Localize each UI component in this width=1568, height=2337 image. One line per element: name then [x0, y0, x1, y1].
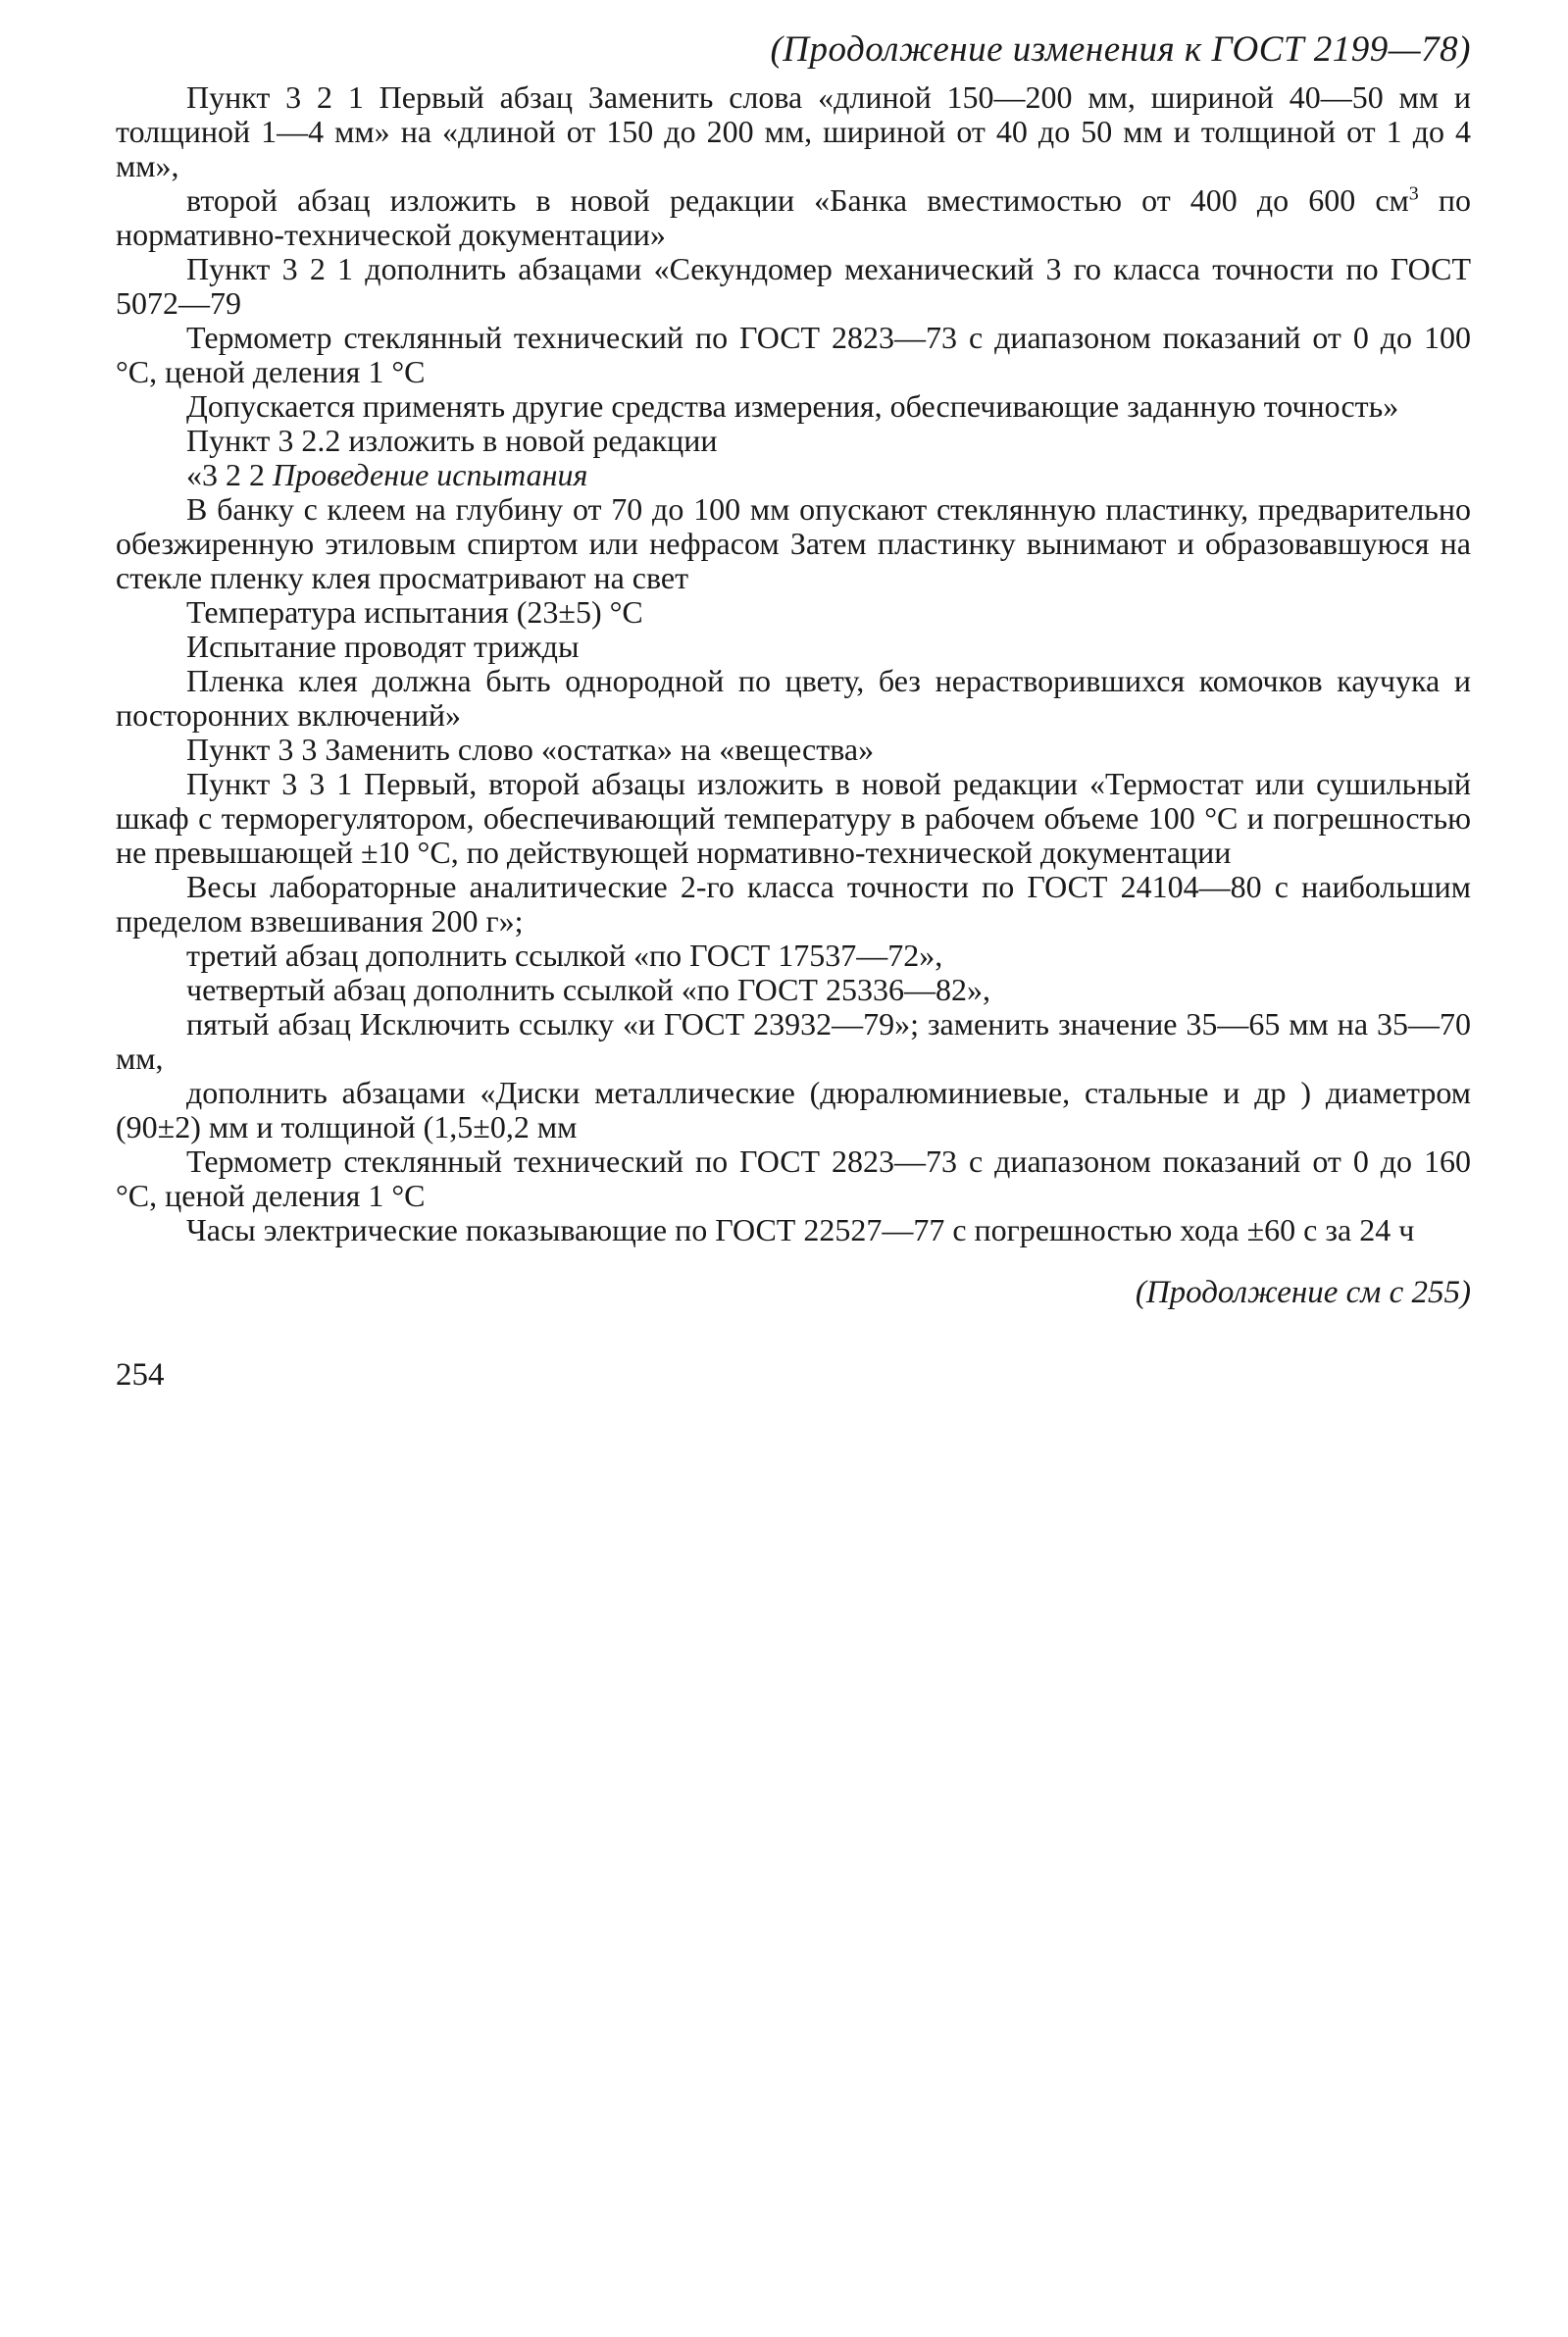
superscript: 3 — [1408, 182, 1419, 205]
paragraph: Пункт 3 2.2 изложить в новой редакции — [186, 423, 718, 458]
paragraph: Пункт 3 2 1 Первый абзац Заменить слова «длиной 150—200 мм, шириной 40—50 мм и толщиной 1—4 мм» на «длиной от 150 до 200 мм, шириной от 40 до 50 мм и толщиной от 1 до 4 мм», — [116, 79, 1471, 183]
document-body — [116, 80, 1471, 1247]
page-number: 254 — [116, 1357, 165, 1393]
paragraph: четвертый абзац дополнить ссылкой «по ГОСТ 25336—82», — [186, 972, 990, 1007]
section-number: «3 2 2 — [186, 457, 273, 492]
section-title: Проведение испытания — [273, 457, 588, 492]
document-page — [116, 27, 1471, 1395]
paragraph-text: по нормативно-технической документации» — [116, 182, 1472, 252]
paragraph: Термометр стеклянный технический по ГОСТ 2823—73 с диапазоном показаний от 0 до 100 °С, ценой деления 1 °С — [116, 320, 1471, 389]
paragraph: Пленка клея должна быть однородной по цвету, без нерастворившихся комочков каучука и посторонних включений» — [116, 663, 1471, 733]
paragraph: Пункт 3 2 1 дополнить абзацами «Секундомер механический 3 го класса точности по ГОСТ 5072—79 — [116, 251, 1471, 321]
paragraph: В банку с клеем на глубину от 70 до 100 мм опускают стеклянную пластинку, предварительно обезжиренную этиловым спиртом или нефрасом Затем пластинку вынимают и образовавшуюся на стекле пленку клея просматривают на свет — [116, 491, 1471, 595]
paragraph: третий абзац дополнить ссылкой «по ГОСТ 17537—72», — [186, 938, 943, 973]
paragraph: Пункт 3 3 Заменить слово «остатка» на «вещества» — [186, 732, 875, 767]
paragraph: Весы лабораторные аналитические 2-го класса точности по ГОСТ 24104—80 с наибольшим пределом взвешивания 200 г»; — [116, 869, 1471, 939]
paragraph: пятый абзац Исключить ссылку «и ГОСТ 23932—79»; заменить значение 35—65 мм на 35—70 мм, — [116, 1006, 1471, 1076]
paragraph: Испытание проводят трижды — [186, 629, 580, 664]
paragraph: дополнить абзацами «Диски металлические (дюралюминиевые, стальные и др ) диаметром (90±2) мм и толщиной (1,5±0,2 мм — [116, 1075, 1471, 1144]
paragraph: Температура испытания (23±5) °С — [186, 594, 643, 630]
continuation-header: (Продолжение изменения к ГОСТ 2199—78) — [770, 29, 1471, 70]
paragraph: Часы электрические показывающие по ГОСТ 22527—77 с погрешностью хода ±60 с за 24 ч — [186, 1212, 1415, 1247]
paragraph: Допускается применять другие средства измерения, обеспечивающие заданную точность» — [186, 388, 1399, 424]
paragraph-text: второй абзац изложить в новой редакции «Банка вместимостью от 400 до 600 см — [186, 182, 1409, 218]
section-heading — [116, 458, 1471, 492]
continuation-footer: (Продолжение см с 255) — [1135, 1275, 1471, 1310]
paragraph: Пункт 3 3 1 Первый, второй абзацы изложить в новой редакции «Термостат или сушильный шкаф с терморегулятором, обеспечивающий температуру в рабочем объеме 100 °С и погрешностью не превышающей ±10 °С, по действующей нормативно-технической документации — [116, 766, 1471, 870]
paragraph: Термометр стеклянный технический по ГОСТ 2823—73 с диапазоном показаний от 0 до 160 °С, ценой деления 1 °С — [116, 1143, 1471, 1213]
paragraph — [116, 183, 1471, 252]
